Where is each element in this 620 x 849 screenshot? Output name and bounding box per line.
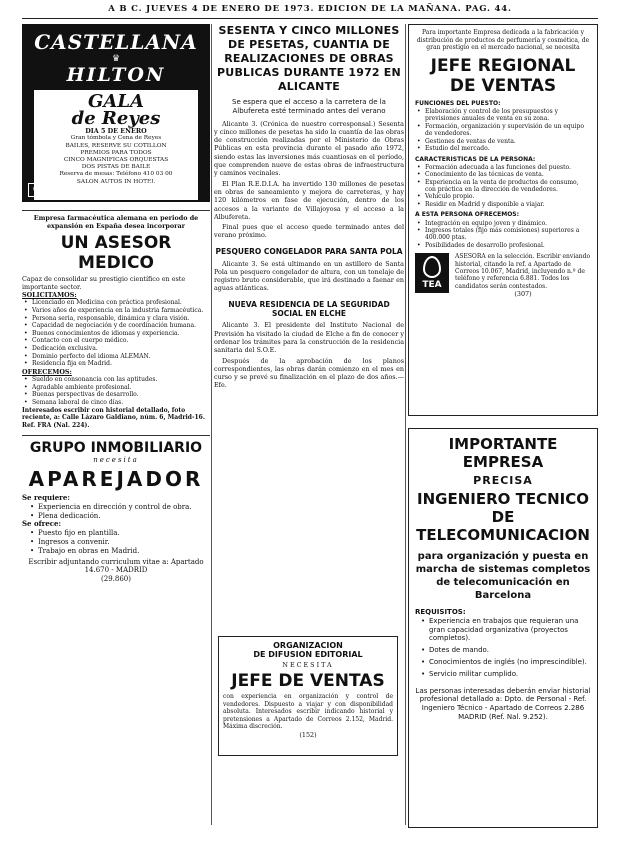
ad-aparejador-req-item: • Experiencia en dirección y control de obra. — [38, 503, 210, 512]
ad-jefe-char-item: • Experiencia en la venta de productos de consumo, con práctica en la dirección de vendedores. — [425, 179, 591, 194]
ad-jefe-regional — [408, 24, 598, 416]
tea-logo-text: TEA — [422, 280, 442, 291]
ad-editorial-needs: NECESITA — [282, 661, 334, 669]
ad-medico-off-item: • Agradable ambiente profesional. — [32, 384, 210, 392]
ad-jefe-title2: DE VENTAS — [449, 75, 557, 96]
ad-editorial-org2: DE DIFUSION EDITORIAL — [253, 650, 363, 659]
ad-aparejador-needs: necesita — [93, 456, 139, 465]
ad-teleco-req-item: • Dotes de mando. — [429, 646, 591, 655]
ad-jefe-char-item: • Vehículo propio. — [425, 193, 591, 200]
ad-medico-req-head: SOLICITAMOS: — [22, 291, 77, 300]
ad-hilton-sponsor-note: Se servirá champagne — [83, 203, 149, 209]
column-rule-2 — [405, 24, 406, 825]
ad-medico-off-item: • Sueldo en consonancia con las aptitudes. — [32, 376, 210, 384]
header-rule — [22, 18, 598, 19]
ad-jefe-char-item: • Residir en Madrid y disponible a viajar. — [425, 201, 591, 208]
ad-editorial — [218, 636, 398, 756]
ad-medico-req-item: • Persona seria, responsable, dinámica y clara visión. — [32, 315, 210, 323]
ad-teleco-role2: DE TELECOMUNICACION — [416, 508, 590, 544]
ad-jefe-offer-item: • Posibilidades de desarrollo profesional. — [425, 242, 591, 249]
ad-aparejador-off-head: Se ofrece: — [22, 519, 62, 529]
article1-body2: El Plan R.E.D.I.A. ha invertido 130 millones de pesetas en obras de saneamiento y mejora de carreteras, y hay 120 kilómetros en fase de ejecución, dentro de los accesos a la variante de Villajoyosa y el acceso a la Albufereta. — [214, 179, 404, 221]
ad-hilton-line1: CASTELLANA — [34, 30, 198, 54]
ad-jefe-offer-head: A ESTA PERSONA OFRECEMOS: — [415, 211, 520, 219]
article1-body: Alicante 3. (Crónica de nuestro corresponsal.) Sesenta y cinco millones de pesetas ha sido la cuantía de las obras de construcción realizadas por el Ministerio de Obras Públicas en esta provincia durante el pasado año 1972, siendo estas las inversiones más cuantiosas en el período, que comprenden nueve de estas obras de infraestructura y caminos vecinales. — [214, 119, 404, 178]
ad-jefe-func-item: • Gestiones de ventas de venta. — [425, 138, 591, 145]
ad-medico-title: UN ASESOR MEDICO — [60, 232, 172, 273]
ad-jefe-char-head: CARACTERISTICAS DE LA PERSONA: — [415, 155, 536, 163]
ad-hilton-brand: CASTELLBLANCH — [28, 183, 143, 197]
ad-aparejador-req-head: Se requiere: — [22, 493, 70, 503]
ad-asesor-medico — [22, 210, 210, 429]
ad-medico-req-item: • Buenos conocimientos de idiomas y experiencia. — [32, 330, 210, 338]
ad-medico-off-head: OFRECEMOS: — [22, 367, 72, 376]
ad-editorial-org1: ORGANIZACION — [273, 641, 343, 650]
ad-jefe-offer-item: • Integración en equipo joven y dinámico. — [425, 220, 591, 227]
ad-medico-desc: Capaz de consolidar su prestigio científico en este importante sector. — [22, 274, 186, 291]
ad-hilton-gala2: de Reyes — [71, 108, 161, 129]
ad-editorial-role: JEFE DE VENTAS — [231, 671, 385, 692]
ad-hilton-body-line: DOS PISTAS DE BAILE — [81, 164, 151, 171]
ad-teleco-req-item: • Servicio militar cumplido. — [429, 670, 591, 679]
ad-hilton-body-line: Reserva de mesas: Teléfono 410 03 00 — [59, 171, 173, 178]
ad-jefe-ref: (307) — [514, 290, 532, 299]
ad-jefe-char-item: • Conocimiento de las técnicas de venta. — [425, 171, 591, 178]
ad-jefe-offer-item: • Ingresos totales (fijo más comisiones) superiores a 400.000 ptas. — [425, 227, 591, 242]
ad-jefe-closing: ASESORA en la selección. Escribir enviando historial, citando la ref. a Apartado de Correos 10.067, Madrid, incluyendo n.º de teléfono y referencia 6.881. Todos los candidatos serán contestados. — [455, 253, 591, 290]
ad-jefe-func-head: FUNCIONES DEL PUESTO: — [415, 99, 501, 107]
ad-aparejador-role: APAREJADOR — [28, 467, 204, 492]
ad-aparejador-off-item: • Trabajo en obras en Madrid. — [38, 547, 210, 556]
ad-teleco-req-item: • Experiencia en trabajos que requieran una gran capacidad organizativa (proyectos completos). — [429, 617, 591, 643]
ad-teleco-mission: para organización y puesta en marcha de sistemas completos de telecomunicación en Barcelona — [415, 551, 591, 601]
ad-jefe-intro: Para importante Empresa dedicada a la fabricación y distribución de productos de perfumería y cosmética, de gran prestigio en el mercado nacional, se necesita — [416, 29, 590, 52]
ad-castellana-hilton — [22, 24, 210, 209]
ad-hilton-line2: HILTON — [66, 64, 166, 86]
ad-aparejador-req-item: • Plena dedicación. — [38, 512, 210, 521]
ad-medico-off-item: • Buenas perspectivas de desarrollo. — [32, 391, 210, 399]
ad-hilton-body-line: CINCO MAGNIFICAS ORQUESTAS — [63, 156, 169, 163]
ad-medico-req-item: • Varios años de experiencia en la industria farmacéutica. — [32, 307, 210, 315]
ad-jefe-func-item: • Elaboración y control de los presupuestos y previsiones anuales de venta en su zona. — [425, 108, 591, 123]
ad-editorial-ref: (152) — [299, 730, 317, 739]
ad-aparejador-off-item: • Puesto fijo en plantilla. — [38, 529, 210, 538]
article1-body3: Final pues que el acceso quede terminado antes del verano próximo. — [214, 223, 404, 240]
ad-medico-req-item: • Dominio perfecto del idioma ALEMAN. — [32, 353, 210, 361]
ad-medico-req-item: • Capacidad de negociación y de coordinación humana. — [32, 322, 210, 330]
ad-aparejador-closing: Escribir adjuntando curriculum vitae a: Apartado 14.670 - MADRID — [28, 557, 204, 575]
ad-medico-closing: Interesados escribir con historial detallado, foto reciente, a: Calle Lázaro Galdiano, núm. 6, Madrid-16. Ref. FRA (Nal. 224). — [22, 406, 205, 429]
ad-teleco-closing: Las personas interesadas deberán enviar historial profesional detallado a: Dpto. de Personal - Ref. Ingeniero Técnico - Apartado de Correos 2.286 MADRID (Ref. Nal. 9.252). — [415, 686, 591, 721]
ad-jefe-title1: JEFE REGIONAL — [430, 55, 576, 76]
ad-medico-req-item: • Contacto con el cuerpo médico. — [32, 337, 210, 345]
ad-jefe-char-item: • Formación adecuada a las funciones del puesto. — [425, 164, 591, 171]
column-left — [22, 24, 210, 584]
ad-medico-off-item: • Semana laboral de cinco días. — [32, 399, 210, 407]
column-rule-1 — [211, 24, 212, 825]
ad-medico-req-item: • Dedicación exclusiva. — [32, 345, 210, 353]
ad-hilton-body-line: PREMIOS PARA TODOS — [80, 149, 152, 156]
ad-teleco-req-head: REQUISITOS: — [415, 608, 466, 616]
column-middle — [214, 24, 404, 739]
ad-ingeniero-teleco — [408, 428, 598, 828]
ad-aparejador-off-item: • Ingresos a convenir. — [38, 538, 210, 547]
ad-hilton-day: DIA 5 DE ENERO — [85, 127, 147, 135]
article3-headline: NUEVA RESIDENCIA DE LA SEGURIDAD SOCIAL EN ELCHE — [228, 299, 390, 318]
ad-teleco-company: IMPORTANTE EMPRESA — [448, 435, 558, 471]
ad-jefe-func-item: • Estudio del mercado. — [425, 145, 591, 152]
ad-hilton-body-line: SALON AUTOS IN HOTEL — [76, 178, 156, 185]
ad-medico-intro: Empresa farmacéutica alemana en periodo de expansión en España desea incorporar — [33, 214, 199, 231]
ad-teleco-req-item: • Conocimientos de inglés (no imprescindible). — [429, 658, 591, 667]
ad-hilton-gala1: GALA — [88, 91, 144, 112]
ad-teleco-role1: INGENIERO TECNICO — [417, 490, 589, 508]
ad-hilton-body-line: Gran tómbola y Cena de Reyes — [70, 135, 162, 142]
article3-body2: Después de la aprobación de los planos correspondientes, las obras darán comienzo en el mes en curso y se prevé su finalización en el plazo de dos años.—Efe. — [214, 356, 404, 390]
ad-medico-req-item: • Residencia fija en Madrid. — [32, 360, 210, 368]
ad-hilton-body-line: BAILES, RESERVE SU COTILLON — [65, 142, 167, 149]
ad-jefe-func-item: • Formación, organización y supervisión de un equipo de vendedores. — [425, 123, 591, 138]
ad-aparejador — [22, 435, 210, 584]
ad-editorial-body: con experiencia en organización y control de vendedores. Dispuesto a viajar y con disponibilidad absoluta. Interesados escribir indicando historial y pretensiones a Apartado de Correos 2.152, Madrid. Máxima discreción. — [223, 693, 393, 731]
article2-headline: PESQUERO CONGELADOR PARA SANTA POLA — [215, 246, 403, 256]
ad-aparejador-ref: (29.860) — [101, 575, 131, 584]
ad-hilton-brand2: RESERVA CRISTAL — [142, 181, 175, 197]
ad-medico-req-item: • Licenciado en Medicina con práctica profesional. — [32, 299, 210, 307]
article3-body: Alicante 3. El presidente del Instituto Nacional de Previsión ha visitado la ciudad de Elche a fin de conocer y ordenar los trámites para la construcción de la residencia sanitaria del S.O.E. — [214, 321, 404, 355]
article1-headline: SESENTA Y CINCO MILLONES DE PESETAS, CUANTIA DE REALIZACIONES DE OBRAS PUBLICAS DURANTE 1972 EN ALICANTE — [217, 24, 401, 93]
column-right — [408, 24, 598, 828]
crown-icon: ♛ — [111, 54, 121, 64]
tea-logo-icon — [415, 253, 449, 293]
ad-aparejador-company: GRUPO INMOBILIARIO — [29, 440, 203, 457]
article2-body: Alicante 3. Se está ultimando en un astillero de Santa Pola un pesquero congelador de altura, con un tonelaje de registro bruto considerable, que irá destinado a faenar en aguas atlánticas. — [214, 259, 404, 293]
page-header: A B C. JUEVES 4 DE ENERO DE 1973. EDICION DE LA MAÑANA. PAG. 44. — [108, 4, 512, 14]
article1-subhead: Se espera que el acceso a la carretera de la Albufereta esté terminado antes del verano — [232, 98, 386, 115]
ad-teleco-needs: PRECISA — [473, 474, 533, 487]
